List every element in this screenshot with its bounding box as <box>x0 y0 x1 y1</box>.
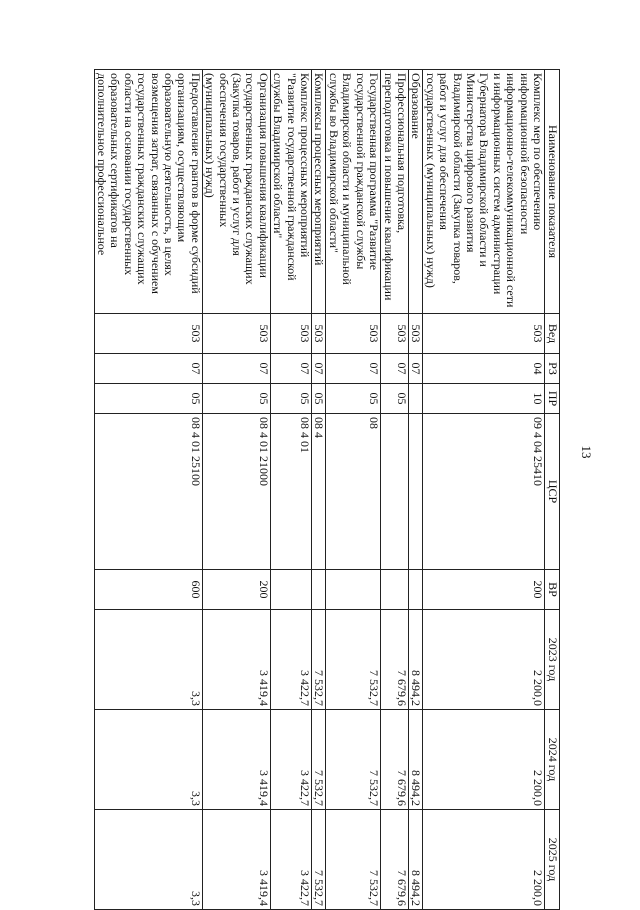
budget-table <box>94 69 560 910</box>
row-csr: 08 4 01 21000 <box>202 414 270 570</box>
row-2023: 3 422,7 <box>270 610 311 710</box>
table-row <box>270 70 311 910</box>
row-2023: 7 532,7 <box>312 610 326 710</box>
row-vr <box>270 570 311 610</box>
row-pr: 10 <box>423 384 545 414</box>
row-name: Образование <box>408 70 422 314</box>
row-2025: 7 532,7 <box>312 810 326 910</box>
row-2025: 2 200,0 <box>423 810 545 910</box>
row-rz: 07 <box>94 354 202 384</box>
row-csr <box>381 414 409 570</box>
table-row <box>381 70 409 910</box>
table-row <box>94 70 202 910</box>
table-header-row <box>545 70 560 910</box>
row-vr <box>408 570 422 610</box>
row-ved: 503 <box>270 314 311 354</box>
row-pr: 05 <box>202 384 270 414</box>
row-pr <box>408 384 422 414</box>
row-vr <box>381 570 409 610</box>
header-csr: ЦСР <box>545 414 560 570</box>
row-name: Государственная программа "Развитие государственной гражданской службы Владимирской области и муниципальной службы во Владимирской области" <box>326 70 381 314</box>
row-pr: 05 <box>326 384 381 414</box>
row-ved: 503 <box>381 314 409 354</box>
row-2023: 7 679,6 <box>381 610 409 710</box>
row-rz: 07 <box>326 354 381 384</box>
row-2023: 7 532,7 <box>326 610 381 710</box>
row-ved: 503 <box>326 314 381 354</box>
row-2025: 3,3 <box>94 810 202 910</box>
row-ved: 503 <box>202 314 270 354</box>
table-row <box>312 70 326 910</box>
row-2024: 8 494,2 <box>408 710 422 810</box>
row-pr: 05 <box>270 384 311 414</box>
header-2023: 2023 год <box>545 610 560 710</box>
row-2024: 7 532,7 <box>326 710 381 810</box>
row-2025: 7 679,6 <box>381 810 409 910</box>
header-2024: 2024 год <box>545 710 560 810</box>
row-name: Организация повышения квалификации государственных гражданских служащих (Закупка товаров, работ и услуг для обеспечения государственных (муниципальных) нужд) <box>202 70 270 314</box>
row-csr: 08 <box>326 414 381 570</box>
row-vr: 200 <box>423 570 545 610</box>
header-name: Наименование показателя <box>545 70 560 314</box>
row-2023: 2 200,0 <box>423 610 545 710</box>
row-vr: 200 <box>202 570 270 610</box>
row-pr: 05 <box>94 384 202 414</box>
header-vr: ВР <box>545 570 560 610</box>
row-csr: 08 4 01 <box>270 414 311 570</box>
row-ved: 503 <box>94 314 202 354</box>
row-2024: 7 532,7 <box>312 710 326 810</box>
table-row <box>408 70 422 910</box>
row-2025: 7 532,7 <box>326 810 381 910</box>
row-vr <box>326 570 381 610</box>
row-csr: 08 4 <box>312 414 326 570</box>
table-row <box>326 70 381 910</box>
row-ved: 503 <box>312 314 326 354</box>
row-2025: 3 419,4 <box>202 810 270 910</box>
row-2024: 3,3 <box>94 710 202 810</box>
row-name: Комплексы процессных мероприятий <box>312 70 326 314</box>
row-vr <box>312 570 326 610</box>
header-ved: Вед <box>545 314 560 354</box>
row-rz: 04 <box>423 354 545 384</box>
row-csr: 08 4 01 25100 <box>94 414 202 570</box>
budget-table-rotated <box>90 69 560 909</box>
row-ved: 503 <box>408 314 422 354</box>
row-2023: 3,3 <box>94 610 202 710</box>
row-csr: 09 4 04 25410 <box>423 414 545 570</box>
row-2024: 2 200,0 <box>423 710 545 810</box>
row-ved: 503 <box>423 314 545 354</box>
row-2024: 3 422,7 <box>270 710 311 810</box>
table-body <box>94 70 544 910</box>
row-rz: 07 <box>381 354 409 384</box>
row-rz: 07 <box>202 354 270 384</box>
header-rz: РЗ <box>545 354 560 384</box>
row-2025: 3 422,7 <box>270 810 311 910</box>
header-2025: 2025 год <box>545 810 560 910</box>
row-2024: 3 419,4 <box>202 710 270 810</box>
row-2025: 8 494,2 <box>408 810 422 910</box>
row-rz: 07 <box>312 354 326 384</box>
row-pr: 05 <box>381 384 409 414</box>
header-pr: ПР <box>545 384 560 414</box>
table-row <box>423 70 545 910</box>
row-rz: 07 <box>408 354 422 384</box>
row-2023: 8 494,2 <box>408 610 422 710</box>
row-name: Профессиональная подготовка, переподготовка и повышение квалификации <box>381 70 409 314</box>
row-2023: 3 419,4 <box>202 610 270 710</box>
table-row <box>202 70 270 910</box>
row-name: Предоставление грантов в форме субсидий организациям, осуществляющим образовательную деятельность, в целях возмещения затрат, связанных с обучением государственных гражданских служащих области на основании государственных образовательных сертификатов на дополнительное профессиональное <box>94 70 202 314</box>
page-number: 13 <box>579 445 594 459</box>
row-rz: 07 <box>270 354 311 384</box>
row-csr <box>408 414 422 570</box>
row-2024: 7 679,6 <box>381 710 409 810</box>
row-pr: 05 <box>312 384 326 414</box>
row-vr: 600 <box>94 570 202 610</box>
row-name: Комплекс мер по обеспечению информационной безопасности информационно-телекоммуникационной сети и информационных систем администрации Губернатора Владимирской области и Министерства цифрового развития Владимирской области (Закупка товаров, работ и услуг для обеспечения государственных (муниципальных) нужд) <box>423 70 545 314</box>
row-name: Комплекс процессных мероприятий "Развитие государственной гражданской службы Владимирской области" <box>270 70 311 314</box>
